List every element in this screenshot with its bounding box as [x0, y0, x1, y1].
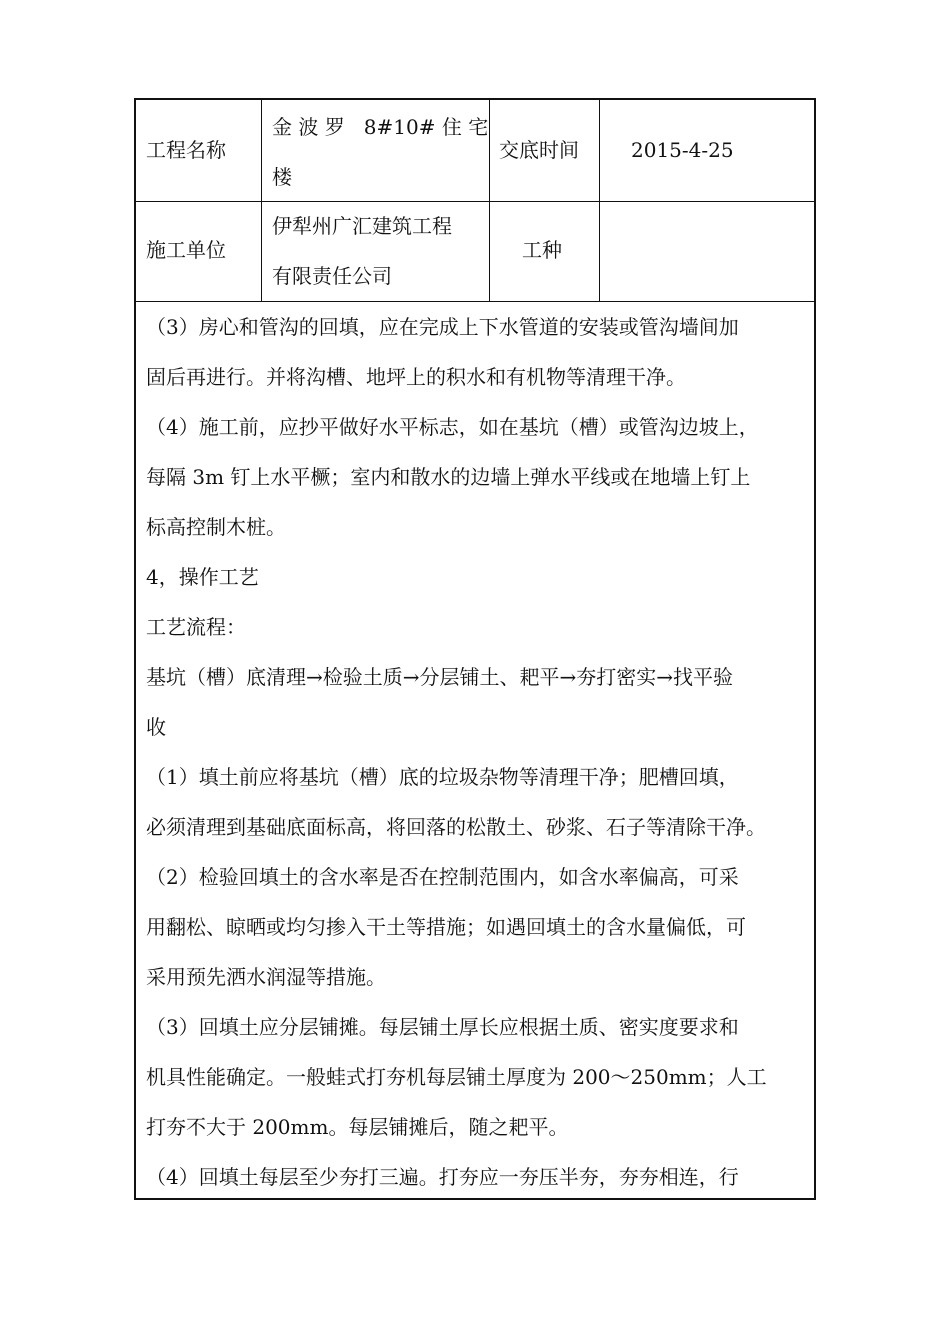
content-line: （4）施工前，应抄平做好水平标志，如在基坑（槽）或管沟边坡上， [146, 415, 759, 439]
content-line: （3）房心和管沟的回填，应在完成上下水管道的安装或管沟墙间加 [146, 315, 739, 339]
content-line: 采用预先洒水润湿等措施。 [146, 965, 386, 989]
content-line: 机具性能确定。一般蛙式打夯机每层铺土厚度为 200～250mm；人工 [146, 1065, 767, 1089]
project-name-value-line1: 金 波 罗 8#10# 住 宅 [272, 115, 489, 139]
project-name-value-line2: 楼 [272, 165, 292, 189]
column-divider [599, 100, 600, 301]
content-line: 打夯不大于 200mm。每层铺摊后，随之耙平。 [146, 1115, 569, 1139]
construction-unit-value-line2: 有限责任公司 [272, 264, 392, 288]
content-line: 必须清理到基础底面标高，将回落的松散土、砂浆、石子等清除干净。 [146, 815, 766, 839]
disclosure-content [146, 302, 816, 1200]
project-name-label: 工程名称 [146, 138, 226, 162]
column-divider [489, 100, 490, 301]
content-line: 用翻松、晾晒或均匀掺入干土等措施；如遇回填土的含水量偏低，可 [146, 915, 746, 939]
content-line: 4，操作工艺 [146, 565, 259, 589]
column-divider [261, 100, 262, 301]
content-line: （4）回填土每层至少夯打三遍。打夯应一夯压半夯，夯夯相连，行 [146, 1165, 739, 1189]
content-line: 收 [146, 715, 166, 739]
content-line: 工艺流程： [146, 615, 246, 639]
disclosure-date-value: 2015-4-25 [631, 138, 734, 162]
disclosure-date-label: 交底时间 [499, 138, 579, 162]
content-line: 基坑（槽）底清理→检验土质→分层铺土、耙平→夯打密实→找平验 [146, 665, 734, 689]
content-line: 固后再进行。并将沟槽、地坪上的积水和有机物等清理干净。 [146, 365, 686, 389]
construction-unit-value-line1: 伊犁州广汇建筑工程 [272, 214, 452, 238]
content-line: （2）检验回填土的含水率是否在控制范围内，如含水率偏高，可采 [146, 865, 739, 889]
trade-label: 工种 [522, 238, 562, 262]
construction-unit-label: 施工单位 [146, 238, 226, 262]
content-line: （1）填土前应将基坑（槽）底的垃圾杂物等清理干净；肥槽回填， [146, 765, 739, 789]
content-line: 标高控制木桩。 [146, 515, 286, 539]
project-name-value [272, 102, 489, 202]
disclosure-form [134, 98, 816, 1200]
content-line: （3）回填土应分层铺摊。每层铺土厚长应根据土质、密实度要求和 [146, 1015, 739, 1039]
construction-unit-value [272, 201, 486, 301]
content-line: 每隔 3m 钉上水平橛；室内和散水的边墙上弹水平线或在地墙上钉上 [146, 465, 751, 489]
